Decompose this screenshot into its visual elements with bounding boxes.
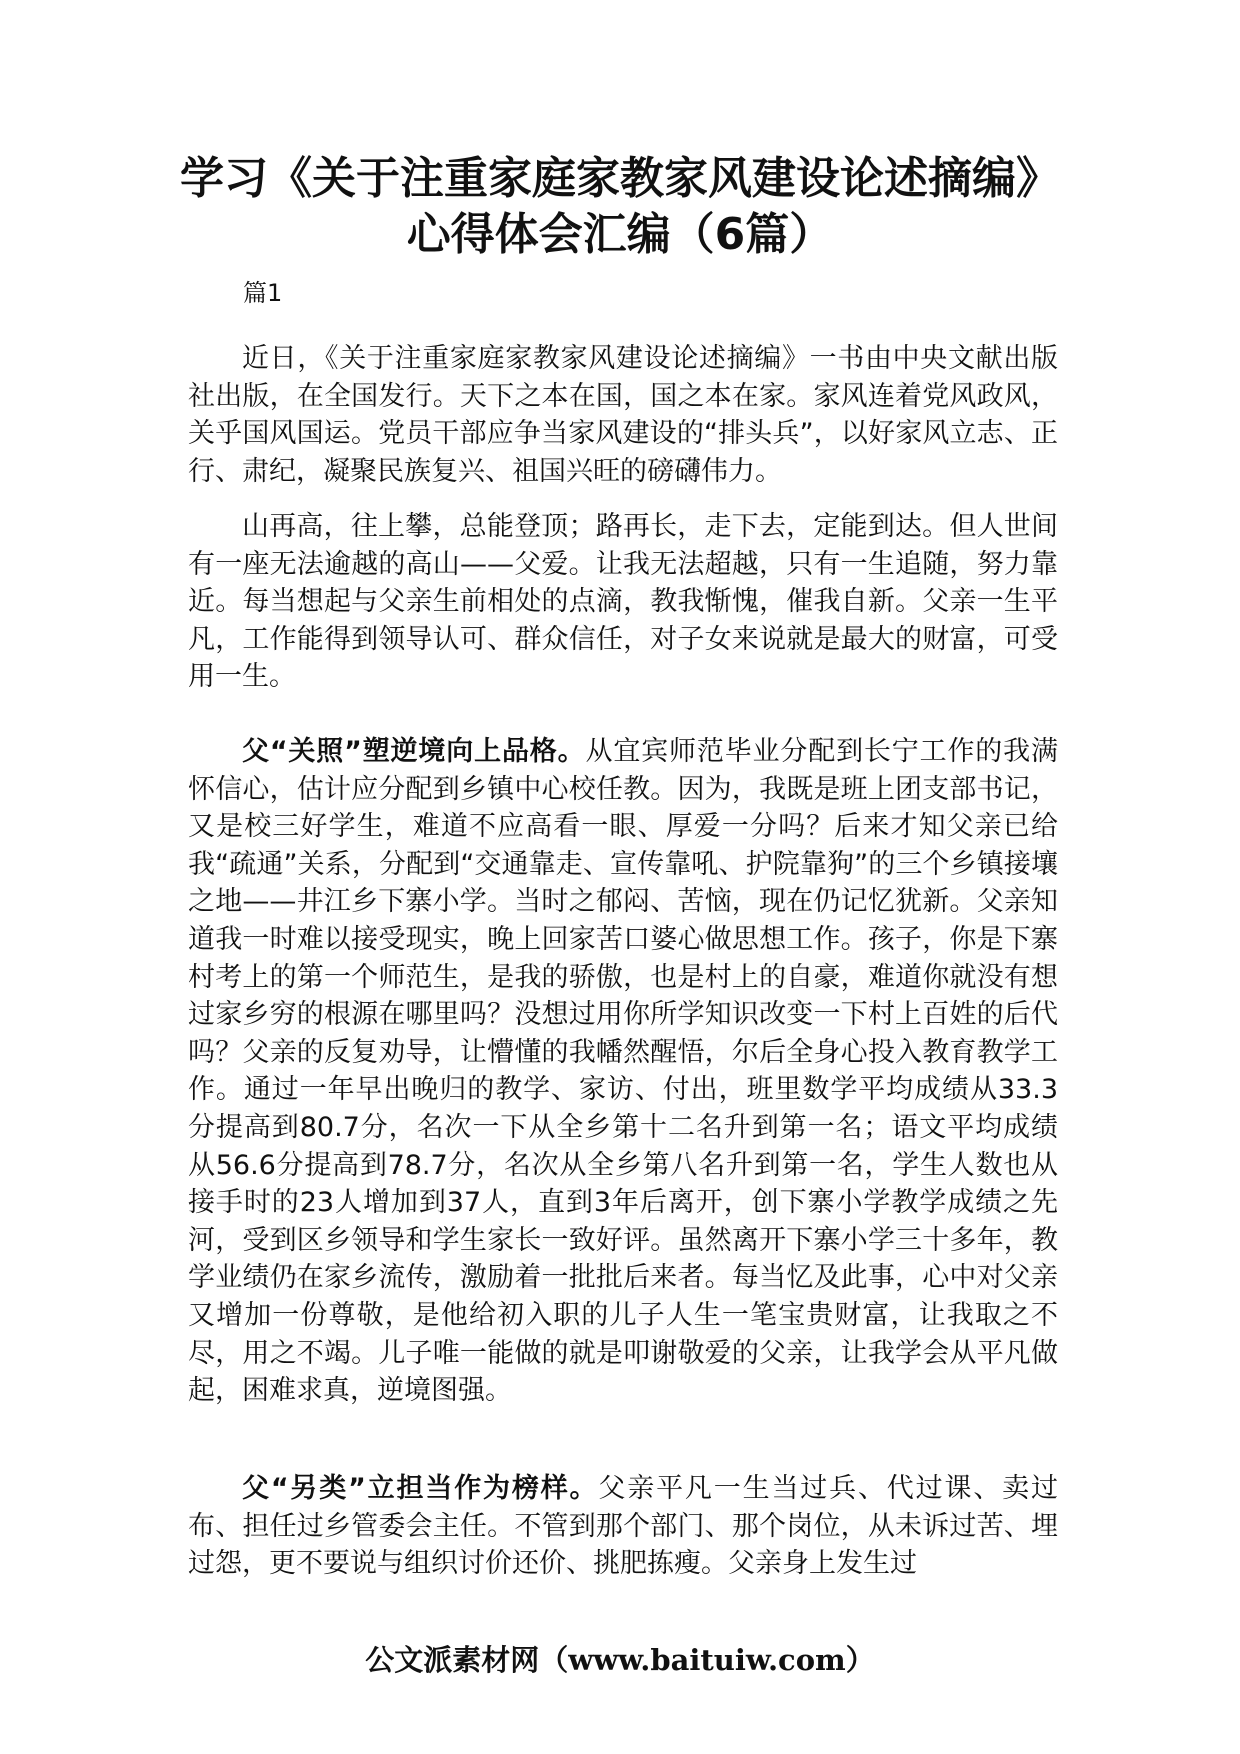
paragraph-3-lead: 父“关照”塑逆境向上品格。 [242, 736, 586, 767]
paragraph-4-lead: 父“另类”立担当作为榜样。 [242, 1473, 599, 1504]
document-title-line-1: 学习《关于注重家庭家教家风建设论述摘编》 [180, 153, 1060, 204]
paragraph-1-text: 近日，《关于注重家庭家教家风建设论述摘编》一书由中央文献出版社出版，在全国发行。天下之本在国，国之本在家。家风连着党风政风，关乎国风国运。党员干部应争当家风建设的“排头兵”，以好家风立志、正行、肃纪，凝聚民族复兴、祖国兴旺的磅礴伟力。 [188, 343, 1058, 487]
paragraph-2-text: 山再高，往上攀，总能登顶；路再长，走下去，定能到达。但人世间有一座无法逾越的高山——父爱。让我无法超越，只有一生追随，努力靠近。每当想起与父亲生前相处的点滴，教我惭愧，催我自新。父亲一生平凡，工作能得到领导认可、群众信任，对子女来说就是最大的财富，可受用一生。 [188, 511, 1058, 693]
paragraph-4-text: 父亲平凡一生当过兵、代过课、卖过布、担任过乡管委会主任。不管到那个部门、那个岗位，从未诉过苦、埋过怨，更不要说与组织讨价还价、挑肥拣瘦。父亲身上发生过 [188, 1473, 1058, 1580]
section-label: 篇1 [243, 279, 283, 307]
footer-watermark-text: 公文派素材网（www.baituiw.com） [365, 1643, 875, 1677]
paragraph-3 [188, 733, 1058, 1410]
paragraph-3-text: 从宜宾师范毕业分配到长宁工作的我满怀信心，估计应分配到乡镇中心校任教。因为，我既是班上团支部书记，又是校三好学生，难道不应高看一眼、厚爱一分吗？后来才知父亲已给我“疏通”关系，分配到“交通靠走、宣传靠吼、护院靠狗”的三个乡镇接壤之地——井江乡下寨小学。当时之郁闷、苦恼，现在仍记忆犹新。父亲知道我一时难以接受现实，晚上回家苦口婆心做思想工作。孩子，你是下寨村考上的第一个师范生，是我的骄傲，也是村上的自豪，难道你就没有想过家乡穷的根源在哪里吗？没想过用你所学知识改变一下村上百姓的后代吗？父亲的反复劝导，让懵懂的我幡然醒悟，尔后全身心投入教育教学工作。通过一年早出晚归的教学、家访、付出，班里数学平均成绩从33.3分提高到80.7分，名次一下从全乡第十二名升到第一名；语文平均成绩从56.6分提高到78.7分，名次从全乡第八名升到第一名，学生人数也从接手时的23人增加到37人，直到3年后离开，创下寨小学教学成绩之先河，受到区乡领导和学生家长一致好评。虽然离开下寨小学三十多年，教学业绩仍在家乡流传，激励着一批批后来者。每当忆及此事，心中对父亲又增加一份尊敬，是他给初入职的儿子人生一笔宝贵财富，让我取之不尽，用之不竭。儿子唯一能做的就是叩谢敬爱的父亲，让我学会从平凡做起，困难求真，逆境图强。 [188, 736, 1059, 1407]
paragraph-4 [188, 1470, 1058, 1583]
paragraph-1 [188, 340, 1058, 490]
paragraph-2 [188, 508, 1058, 696]
document-title-line-2: 心得体会汇编（6篇） [406, 209, 834, 260]
